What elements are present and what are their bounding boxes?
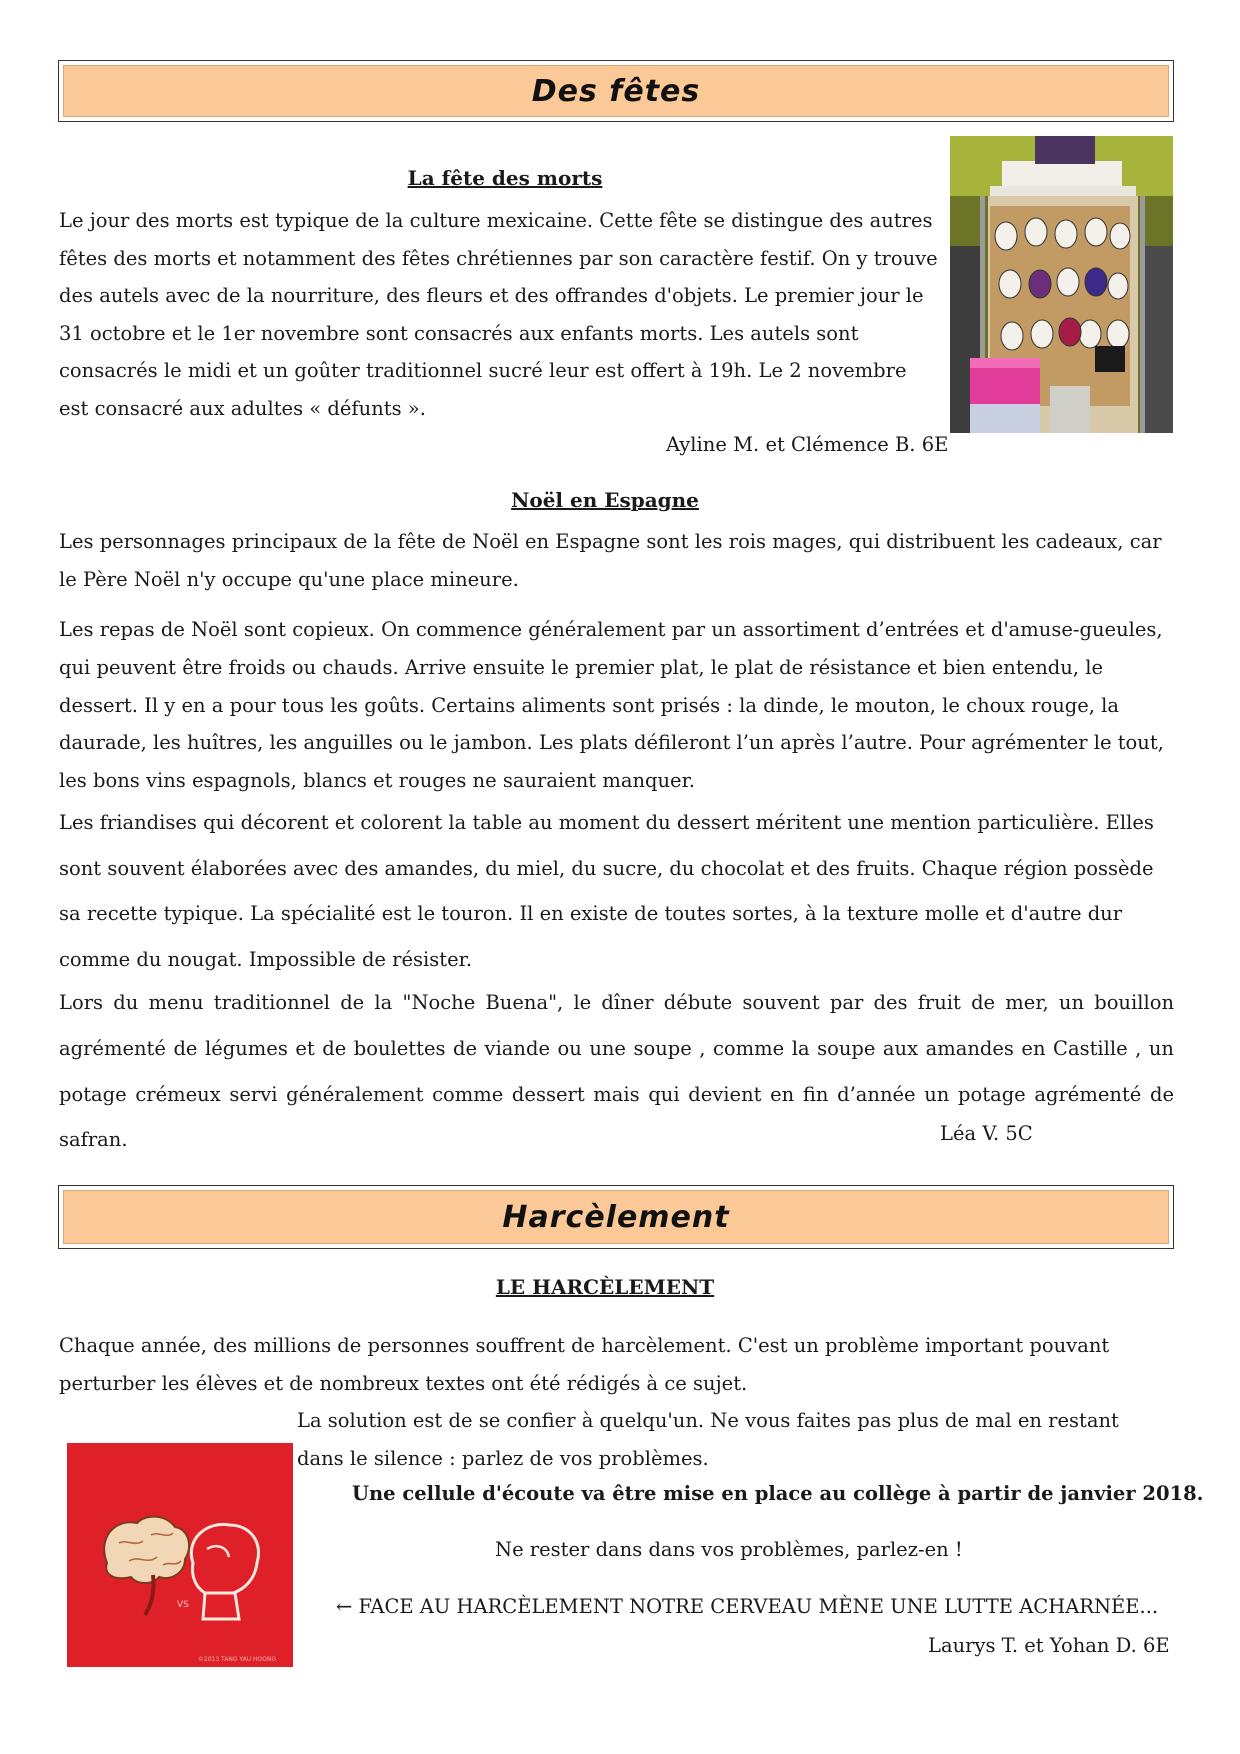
text-line: potage crémeux servi généralement comme dessert mais qui devient en fin d’année un potage agrémenté de (59, 1082, 1174, 1106)
text-line: les bons vins espagnols, blancs et rouges ne sauraient manquer. (59, 769, 695, 793)
announcement-text: Une cellule d'écoute va être mise en place au collège à partir de janvier 2018. (352, 1482, 1204, 1505)
article-title-fete-des-morts: La fête des morts (407, 166, 603, 190)
text-line: dans le silence : parlez de vos problèmes. (297, 1447, 709, 1470)
text-line: comme du nougat. Impossible de résister. (59, 947, 473, 971)
brain-vs-glove-illustration (67, 1443, 293, 1667)
text-line: fêtes des morts et notamment des fêtes chrétiennes par son caractère festif. On y trouve (59, 246, 938, 270)
text-line: Chaque année, des millions de personnes souffrent de harcèlement. C'est un problème important pouvant (59, 1334, 1110, 1357)
text-line: La solution est de se confier à quelqu'un. Ne vous faites pas plus de mal en restant (297, 1409, 1119, 1432)
text-line: perturber les élèves et de nombreux textes ont été rédigés à ce sujet. (59, 1372, 748, 1395)
section-banner-harcelement (58, 1185, 1174, 1249)
text-line: le Père Noël n'y occupe qu'une place mineure. (59, 567, 519, 591)
section-heading: Harcèlement (502, 1199, 730, 1235)
text-line: agrémenté de légumes et de boulettes de viande ou une soupe , comme la soupe aux amandes en Castille , un (59, 1036, 1174, 1060)
article-title-noel-en-espagne: Noël en Espagne (511, 488, 699, 512)
text-line: des autels avec de la nourriture, des fleurs et des offrandes d'objets. Le premier jour le (59, 284, 924, 308)
image-caption: ← FACE AU HARCÈLEMENT NOTRE CERVEAU MÈNE UNE LUTTE ACHARNÉE... (336, 1595, 1159, 1618)
vs-label: VS (177, 1600, 189, 1610)
text-line: sont souvent élaborées avec des amandes, du miel, du sucre, du chocolat et des fruits. Chaque région possède (59, 856, 1154, 880)
advice-text: Ne rester dans dans vos problèmes, parlez-en ! (495, 1538, 963, 1561)
text-line: safran. (59, 1128, 128, 1152)
text-line: Les friandises qui décorent et colorent la table au moment du dessert méritent une mention particulière. Elles (59, 811, 1154, 834)
article-paragraph-1 (59, 523, 1174, 598)
text-line: est consacré aux adultes « défunts ». (59, 396, 426, 420)
author-signature: Ayline M. et Clémence B. 6E (666, 433, 949, 456)
article-body-fete-des-morts (59, 202, 949, 428)
text-line: Les personnages principaux de la fête de Noël en Espagne sont les rois mages, qui distribuent les cadeaux, car (59, 530, 1162, 553)
text-line: Lors du menu traditionnel de la "Noche Buena", le dîner débute souvent par des fruit de mer, un bouillon (59, 991, 1174, 1014)
text-line: Le jour des morts est typique de la culture mexicaine. Cette fête se distingue des autres (59, 209, 933, 232)
text-line: consacrés le midi et un goûter traditionnel sucré leur est offert à 19h. Le 2 novembre (59, 359, 907, 383)
section-heading: Des fêtes (531, 73, 701, 109)
section-banner-fetes (58, 60, 1174, 122)
text-line: 31 octobre et le 1er novembre sont consacrés aux enfants morts. Les autels sont (59, 321, 859, 345)
article-title-harcelement: LE HARCÈLEMENT (495, 1275, 715, 1299)
text-line: dessert. Il y en a pour tous les goûts. Certains aliments sont prisés : la dinde, le mouton, le choux rouge, la (59, 693, 1120, 717)
article-paragraph-2 (59, 611, 1174, 800)
text-line: Les repas de Noël sont copieux. On commence généralement par un assortiment d’entrées et d'amuse-gueules, (59, 618, 1163, 641)
author-signature: Laurys T. et Yohan D. 6E (928, 1634, 1170, 1657)
text-line: qui peuvent être froids ou chauds. Arrive ensuite le premier plat, le plat de résistance et bien entendu, le (59, 655, 1103, 679)
dia-de-muertos-photo (950, 136, 1173, 433)
article-intro (59, 1327, 1174, 1403)
article-solution (297, 1402, 1177, 1478)
author-signature: Léa V. 5C (940, 1122, 1033, 1145)
image-credit: ©2013 TANG YAU HOONG (197, 1656, 277, 1663)
text-line: sa recette typique. La spécialité est le touron. Il en existe de toutes sortes, à la texture molle et d'autre dur (59, 902, 1123, 925)
text-line: daurade, les huîtres, les anguilles ou le jambon. Les plats défileront l’un après l’autre. Pour agrémenter le tout, (59, 731, 1164, 755)
article-paragraph-3 (59, 800, 1174, 982)
